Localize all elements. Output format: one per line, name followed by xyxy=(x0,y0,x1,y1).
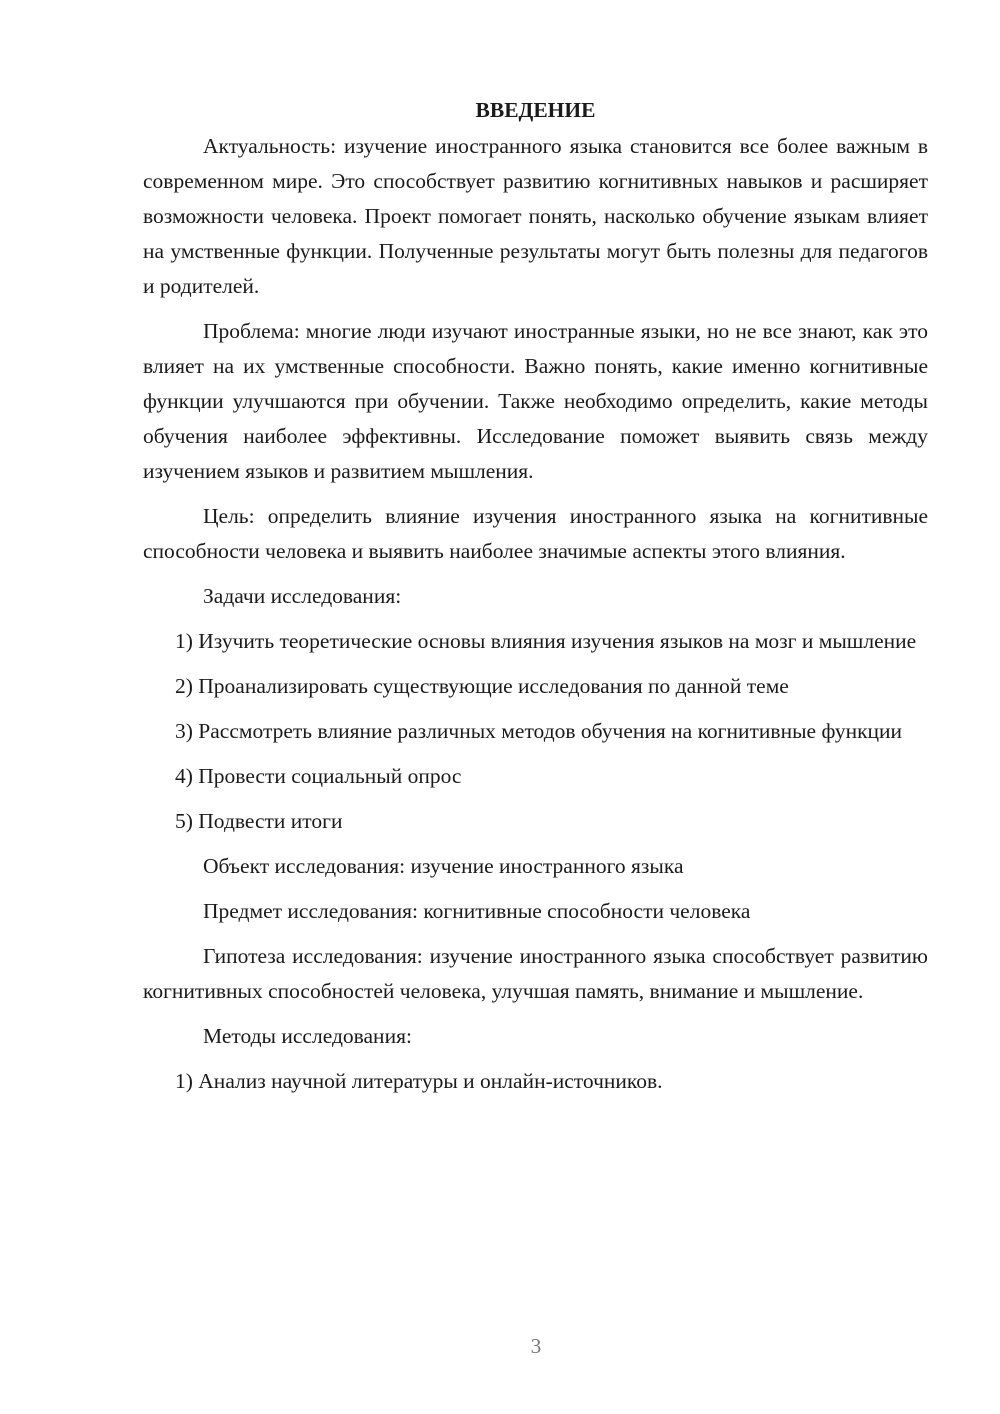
tasks-heading: Задачи исследования: xyxy=(203,584,402,608)
methods-heading: Методы исследования: xyxy=(203,1024,412,1048)
page-number: 3 xyxy=(530,1334,542,1358)
hypothesis-paragraph: Гипотеза исследования: изучение иностранного языка способствует развитию когнитивных способностей человека, улучшая память, внимание и мышление. xyxy=(143,944,928,1003)
section-title: ВВЕДЕНИЕ xyxy=(475,98,596,122)
method-item-1: 1) Анализ научной литературы и онлайн-источников. xyxy=(175,1069,663,1093)
object-line: Объект исследования: изучение иностранного языка xyxy=(203,854,684,878)
task-item-1: 1) Изучить теоретические основы влияния изучения языков на мозг и мышление xyxy=(175,629,917,653)
task-item-3: 3) Рассмотреть влияние различных методов обучения на когнитивные функции xyxy=(175,719,903,743)
task-item-4: 4) Провести социальный опрос xyxy=(175,764,462,788)
problem-paragraph: Проблема: многие люди изучают иностранные языки, но не все знают, как это влияет на их умственные способности. Важно понять, какие именно когнитивные функции улучшаются при обучении. Также необходимо определить, какие методы обучения наиболее эффективны. Исследование поможет выявить связь между изучением языков и развитием мышления. xyxy=(143,319,928,483)
relevance-paragraph: Актуальность: изучение иностранного языка становится все более важным в современном мире. Это способствует развитию когнитивных навыков и расширяет возможности человека. Проект помогает понять, насколько обучение языкам влияет на умственные функции. Полученные результаты могут быть полезны для педагогов и родителей. xyxy=(143,134,928,298)
document-page xyxy=(143,95,928,1109)
task-item-5: 5) Подвести итоги xyxy=(175,809,343,833)
goal-paragraph: Цель: определить влияние изучения иностранного языка на когнитивные способности человека и выявить наиболее значимые аспекты этого влияния. xyxy=(143,504,928,563)
subject-line: Предмет исследования: когнитивные способности человека xyxy=(203,899,751,923)
task-item-2: 2) Проанализировать существующие исследования по данной теме xyxy=(175,674,789,698)
